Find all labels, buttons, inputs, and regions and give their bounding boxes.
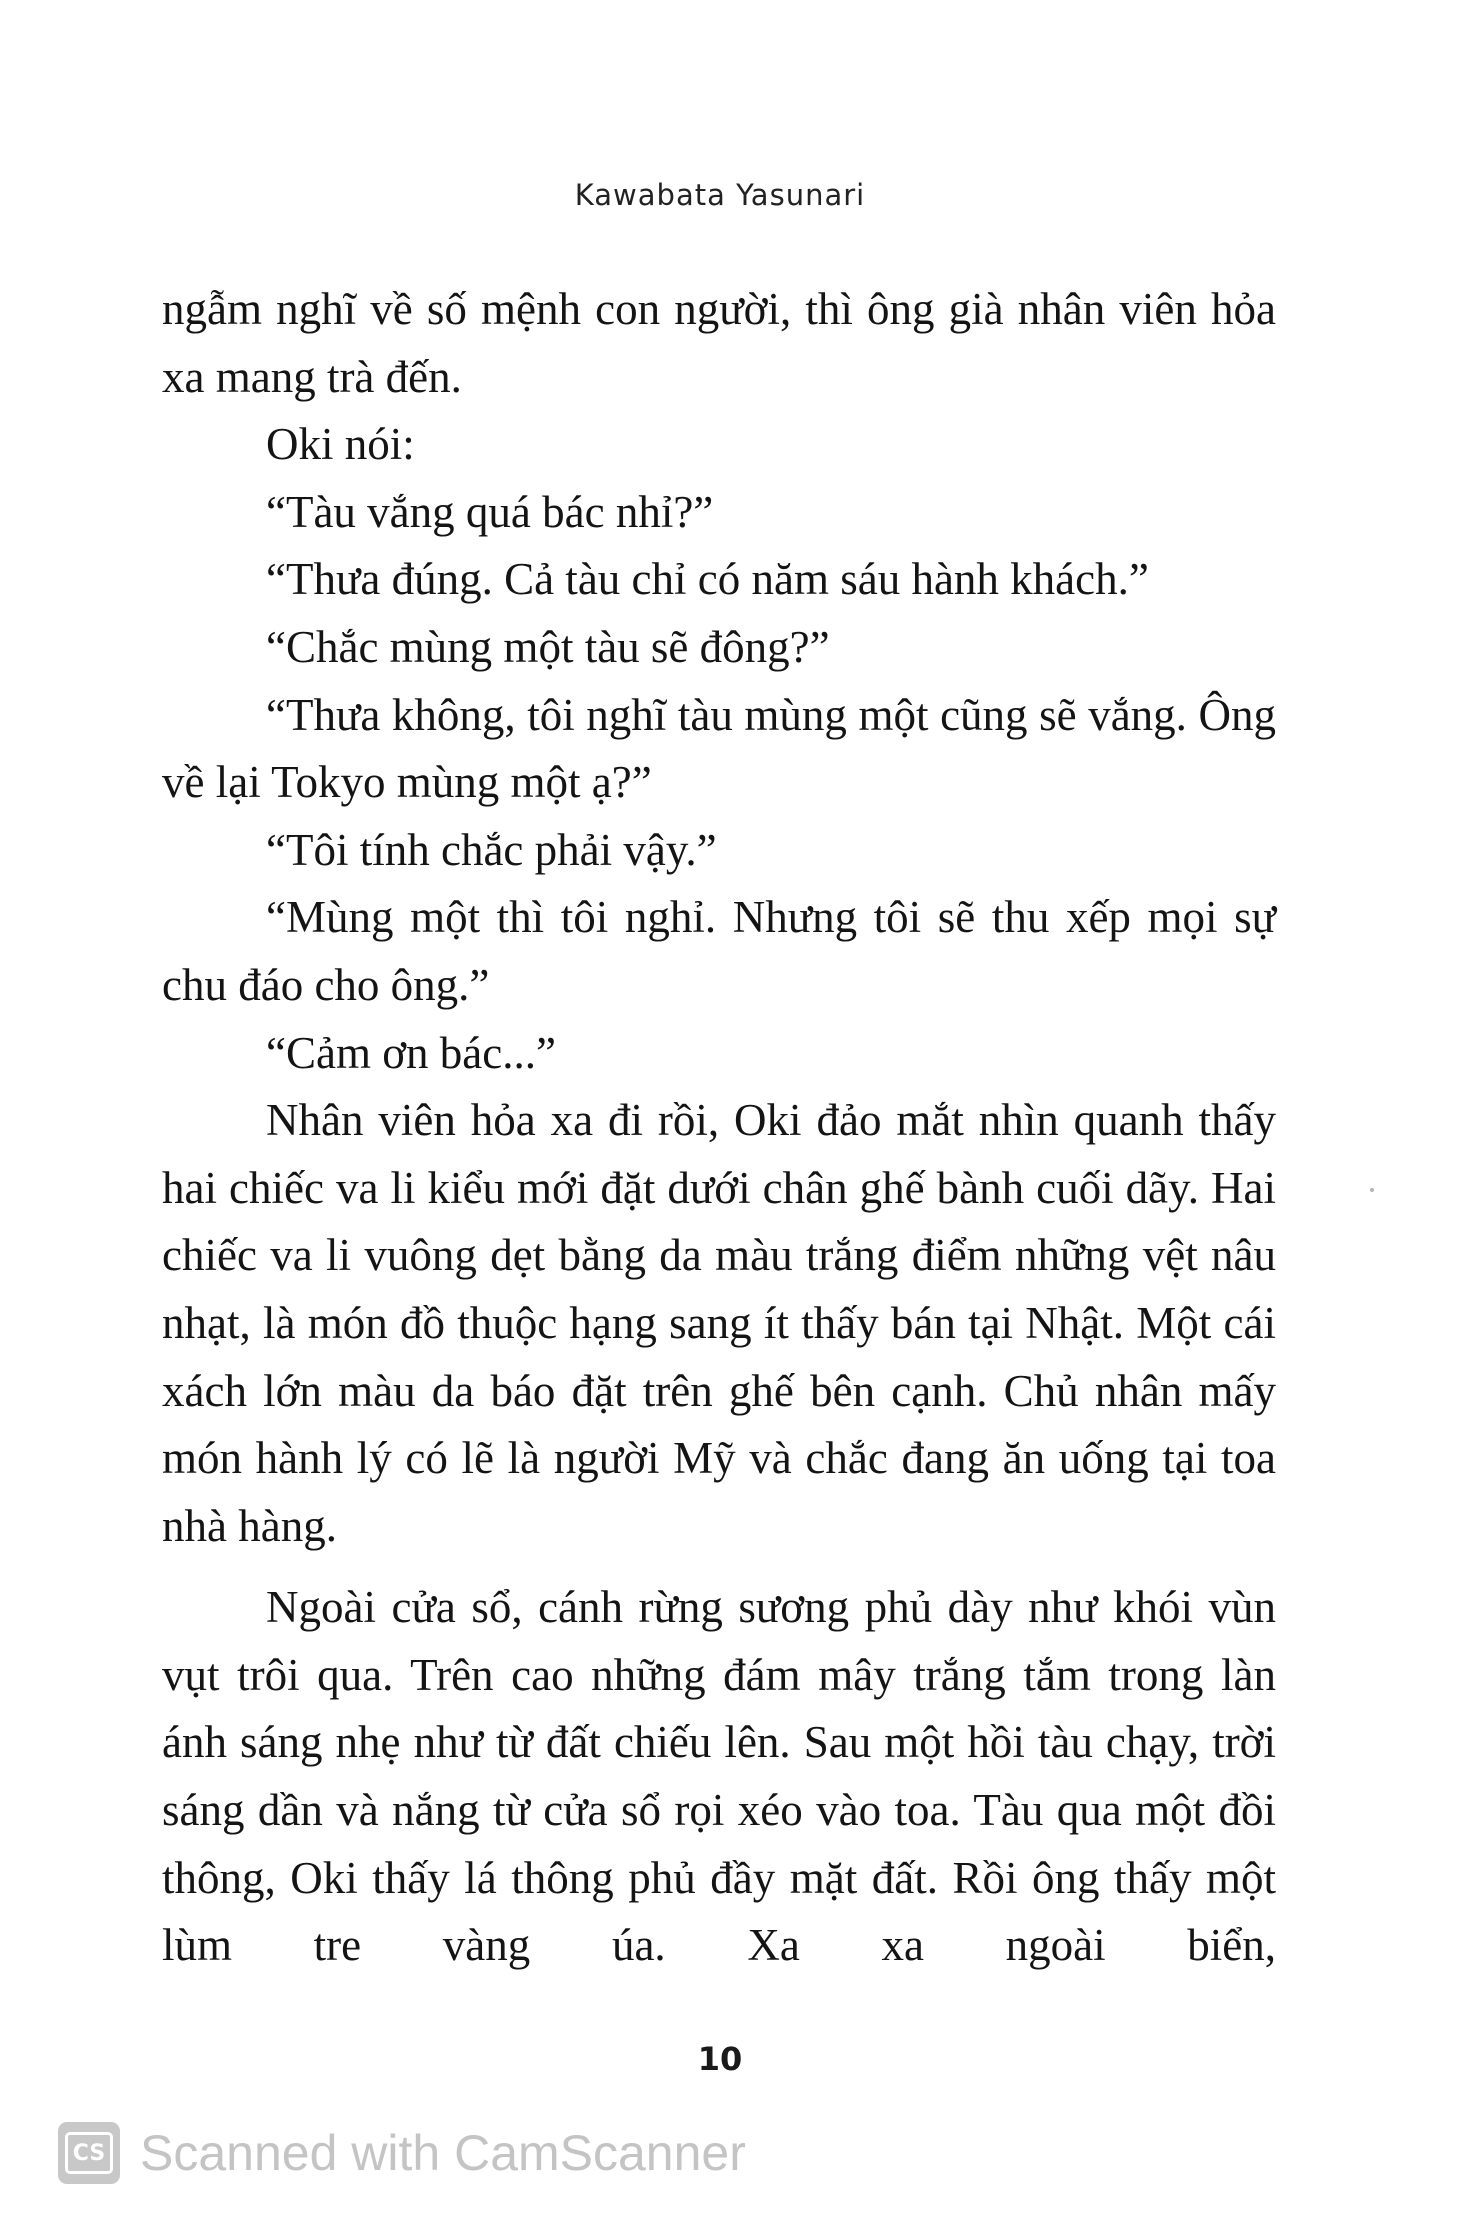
paragraph-2: Oki nói: <box>266 419 415 470</box>
paragraph-9: “Cảm ơn bác...” <box>266 1027 556 1078</box>
paragraph-10: Nhân viên hỏa xa đi rồi, Oki đảo mắt nhìn quanh thấy hai chiếc va li kiểu mới đặt dưới chân ghế bành cuối dãy. Hai chiếc va li vuông dẹt bằng da màu trắng điểm những vệt nâu nhạt, là món đồ thuộc hạng sang ít thấy bán tại Nhật. Một cái xách lớn màu da báo đặt trên ghế bên cạnh. Chủ nhân mấy món hành lý có lẽ là người Mỹ và chắc đang ăn uống tại toa nhà hàng. <box>162 1095 1276 1551</box>
page-number: 10 <box>697 2040 743 2078</box>
body-text <box>162 276 1276 1980</box>
paragraph-3: “Tàu vắng quá bác nhỉ?” <box>266 486 714 537</box>
camscanner-watermark <box>58 2118 746 2188</box>
watermark-text: Scanned with CamScanner <box>140 2125 746 2181</box>
paragraph-4: “Thưa đúng. Cả tàu chỉ có năm sáu hành khách.” <box>266 554 1149 605</box>
paragraph-7: “Tôi tính chắc phải vậy.” <box>266 824 717 875</box>
camscanner-logo-text: CS <box>65 2132 113 2174</box>
camscanner-logo-icon <box>58 2122 120 2184</box>
paragraph-1: ngẫm nghĩ về số mệnh con người, thì ông già nhân viên hỏa xa mang trà đến. <box>162 284 1276 402</box>
paragraph-8: “Mùng một thì tôi nghỉ. Nhưng tôi sẽ thu xếp mọi sự chu đáo cho ông.” <box>162 892 1276 1010</box>
paragraph-11: Ngoài cửa sổ, cánh rừng sương phủ dày như khói vùn vụt trôi qua. Trên cao những đám mây trắng tắm trong làn ánh sáng nhẹ như từ đất chiếu lên. Sau một hồi tàu chạy, trời sáng dần và nắng từ cửa sổ rọi xéo vào toa. Tàu qua một đồi thông, Oki thấy lá thông phủ đầy mặt đất. Rồi ông thấy một lùm tre vàng úa. Xa xa ngoài biển, <box>162 1582 1276 1971</box>
paragraph-6: “Thưa không, tôi nghĩ tàu mùng một cũng sẽ vắng. Ông về lại Tokyo mùng một ạ?” <box>162 689 1276 808</box>
running-head-author: Kawabata Yasunari <box>574 178 866 212</box>
paragraph-5: “Chắc mùng một tàu sẽ đông?” <box>266 621 830 672</box>
scan-speck <box>1370 1188 1374 1192</box>
